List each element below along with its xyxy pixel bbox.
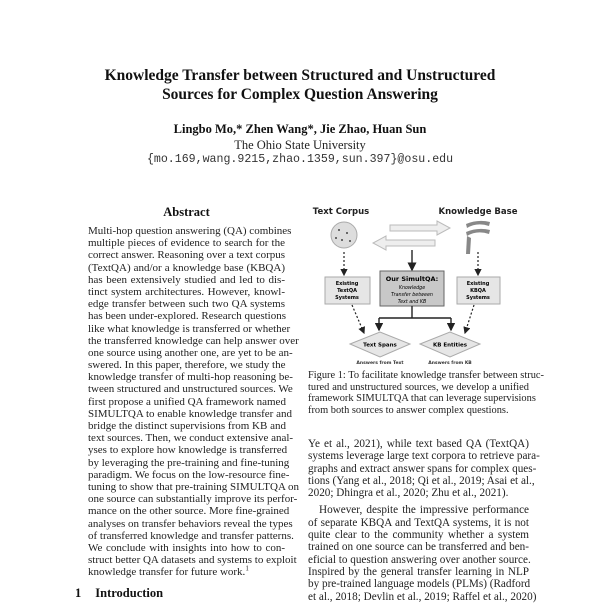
emails: {mo.169,wang.9215,zhao.1359,sun.397}@osu.edu [146,153,454,166]
answers-from-text-label: Answers from Text [356,361,404,366]
text-line: of separate KBQA and TextQA systems, it is not [308,516,529,529]
text-line: eficial to question answering over another source. [308,553,531,566]
text-line: We conclude with insights into how to con- [88,541,285,554]
text-line: trained on one source can be transferred and ben- [308,541,529,554]
text-corpus-label: Text Corpus [312,207,370,217]
text-line: analyses on transfer behaviors reveal the types [88,517,293,530]
text-line: tions (Yang et al., 2018; Qi et al., 2019; Asai et al., [308,474,535,487]
text-line: framework SIMULTQA that can leverage supervisions [308,393,536,405]
text-line: systems leverage large text corpora to retrieve para- [308,450,540,463]
left-box-line: Existing [335,281,359,287]
text-line: one source using another one, are yet to be an- [88,346,293,359]
text-line: struct better QA datasets and systems to exploit [88,554,297,567]
figure-caption [308,370,544,417]
figure-1-diagram [300,200,540,368]
text-line: tinct system architectures. However, knowl- [88,285,285,298]
left-box-line: Systems [335,295,359,301]
text-line: from both sources to answer complex questions. [308,405,509,417]
affiliation: The Ohio State University [234,138,366,152]
text-spans-label: Text Spans [363,342,397,349]
text-line: like what knowledge is transferred or whether [88,322,291,335]
transfer-arrow-left [373,236,435,250]
footnote-marker[interactable]: 1 [245,564,249,573]
left-box-line: TextQA [337,288,357,294]
body-text [308,438,540,603]
center-box-line: Text and KB [397,300,427,305]
section-heading [75,586,177,600]
text-line: mance on the other source. More fine-grained [88,505,290,518]
text-line: tween structured and unstructured sources. We [88,383,293,396]
section-number: 1 [75,586,82,600]
text-line: tuning to show that pre-training SIMULTQA on [88,480,300,493]
right-box-line: Existing [466,281,490,287]
authors: Lingbo Mo,* Zhen Wang*, Jie Zhao, Huan Sun [173,122,427,136]
text-line: paradigm. We focus on the low-resource fine- [88,468,290,481]
abstract-body [88,225,300,579]
right-box-kbqa [457,277,500,304]
left-box-textqa [325,277,370,304]
text-line: knowledge transfer of multi-hop reasoning be- [88,371,293,384]
text-line: 2020; Dhingra et al., 2020; Zhu et al., 2021). [308,487,509,500]
right-box-line: Systems [466,295,490,301]
text-line: tured and unstructured sources, we develop a unified [308,381,529,393]
text-line: by pre-trained language models (PLMs) (Radford [308,578,531,591]
text-line: graphs and extract answer spans for complex ques- [308,462,537,475]
center-box-simultqa [380,271,444,306]
text-line: Figure 1: To facilitate knowledge transfer between struc- [308,370,544,381]
text-line: multiple pieces of evidence to search for the [88,237,285,250]
freebase-logo-icon [466,221,490,254]
right-box-line: KBQA [470,288,486,294]
paragraph [308,504,537,603]
text-line: (TextQA) and/or a knowledge base (KBQA) [88,261,285,274]
text-line: has been under-explored. Research questions [88,310,287,323]
text-line: knowledge transfer for future work.$^1$ [88,564,249,579]
text-line: Inspired by the general transfer learning in NLP [308,565,529,578]
abstract-heading: Abstract [163,205,210,219]
text-line: by leveraging the pre-training and fine-tuning [88,456,290,469]
text-line: text sources. Then, we conduct extensive anal- [88,432,294,445]
text-line: has been extensively studied and led to dis- [88,273,285,286]
text-line: the transferred knowledge can help answer over [88,334,299,347]
transfer-arrow-right [390,221,450,235]
center-box-title: Our SimultQA: [385,275,439,283]
text-line: swered. In this paper, therefore, we study the [88,359,286,372]
section-title: Introduction [95,586,164,600]
text-line: first propose a unified QA framework named [88,395,286,408]
text-line: However, despite the impressive performance [319,504,529,517]
knowledge-base-label: Knowledge Base [438,207,518,217]
text-spans-diamond [350,332,410,357]
paper-title [0,66,600,104]
center-box-line: Transfer between [391,293,433,298]
answers-from-kb-label: Answers from KB [428,361,472,366]
center-box-line: Knowledge [398,286,426,291]
text-line: Ye et al., 2021), while text based QA (TextQA) [308,438,529,450]
text-line: edge transfer between such two QA systems [88,298,285,311]
text-line: bridge the distinct supervisions from KB and [88,420,286,432]
wikipedia-globe-icon [331,222,357,248]
text-line: Multi-hop question answering (QA) combines [88,225,292,237]
paragraph [308,438,540,500]
text-line: SIMULTQA to enable knowledge transfer and [88,407,292,420]
text-line: of transferred knowledge and transfer patterns. [88,529,294,542]
kb-entities-diamond [420,332,480,357]
text-line: quite clear to the community whether a system [308,529,529,542]
text-line: et al., 2018; Devlin et al., 2019; Raffel et al., 2020) [308,590,537,603]
text-line: yses to explore how knowledge is transferred [88,444,288,457]
title-line: Sources for Complex Question Answering [162,86,438,103]
text-line: one source can substantially improve its perfor- [88,493,298,506]
kb-entities-label: KB Entities [432,342,468,349]
text-line: correct answer. Reasoning over a text corpus [88,249,286,262]
title-line: Knowledge Transfer between Structured and Unstructured [104,67,496,84]
